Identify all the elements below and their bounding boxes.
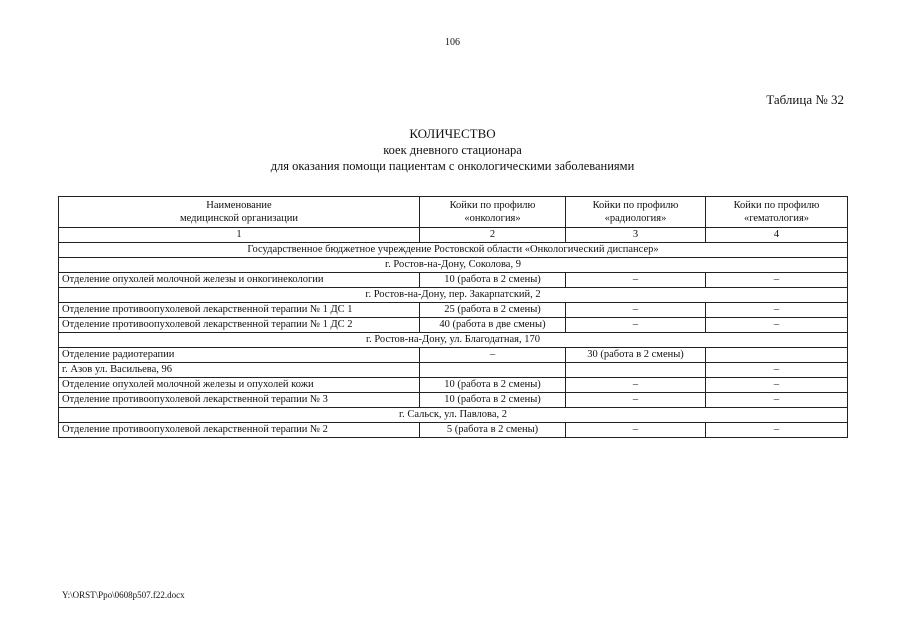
department-name: Отделение опухолей молочной железы и онкогинекологии (59, 273, 420, 288)
hematology-beds: – (706, 393, 848, 408)
radiology-beds: – (566, 378, 706, 393)
table-row (59, 318, 848, 333)
header-organization (59, 197, 420, 228)
address-text: г. Ростов-на-Дону, ул. Благодатная, 170 (59, 333, 848, 348)
radiology-beds: – (566, 303, 706, 318)
table-header-row (59, 197, 848, 228)
oncology-beds: 10 (работа в 2 смены) (420, 393, 566, 408)
column-number-row (59, 228, 848, 243)
document-subtitle-1: коек дневного стационара (383, 143, 522, 157)
address-row (59, 333, 848, 348)
radiology-beds: 30 (работа в 2 смены) (566, 348, 706, 363)
table-row (59, 393, 848, 408)
oncology-beds: 10 (работа в 2 смены) (420, 378, 566, 393)
hematology-beds: – (706, 378, 848, 393)
header-radiology-line2: «радиология» (604, 213, 667, 224)
department-name: Отделение противоопухолевой лекарственной терапии № 1 ДС 1 (59, 303, 420, 318)
document-title: КОЛИЧЕСТВО (409, 126, 496, 141)
table-row (59, 363, 848, 378)
header-organization-line1: Наименование (206, 200, 272, 211)
address-row (59, 408, 848, 423)
header-radiology-line1: Койки по профилю (592, 200, 679, 211)
department-name: Отделение опухолей молочной железы и опухолей кожи (59, 378, 420, 393)
department-name: г. Азов ул. Васильева, 96 (59, 363, 420, 378)
oncology-beds: 40 (работа в две смены) (420, 318, 566, 333)
table-row (59, 303, 848, 318)
header-hematology (706, 197, 848, 228)
table-label: Таблица № 32 (766, 92, 844, 107)
institution-name: Государственное бюджетное учреждение Ростовской области «Онкологический диспансер» (59, 243, 848, 258)
department-name: Отделение противоопухолевой лекарственной терапии № 3 (59, 393, 420, 408)
radiology-beds: – (566, 273, 706, 288)
header-hematology-line2: «гематология» (743, 213, 810, 224)
hematology-beds: – (706, 423, 848, 438)
address-row (59, 258, 848, 273)
hematology-beds: – (706, 318, 848, 333)
institution-row (59, 243, 848, 258)
header-organization-line2: медицинской организации (179, 213, 299, 224)
table-row (59, 348, 848, 363)
header-oncology (420, 197, 566, 228)
header-hematology-line1: Койки по профилю (733, 200, 820, 211)
oncology-beds: 5 (работа в 2 смены) (420, 423, 566, 438)
header-radiology (566, 197, 706, 228)
hematology-beds: – (706, 303, 848, 318)
department-name: Отделение радиотерапии (59, 348, 420, 363)
hematology-beds (706, 348, 848, 363)
column-number: 2 (420, 228, 566, 243)
radiology-beds (566, 363, 706, 378)
department-name: Отделение противоопухолевой лекарственной терапии № 2 (59, 423, 420, 438)
document-subtitle-2: для оказания помощи пациентам с онкологическими заболеваниями (270, 159, 635, 173)
department-name: Отделение противоопухолевой лекарственной терапии № 1 ДС 2 (59, 318, 420, 333)
radiology-beds: – (566, 318, 706, 333)
address-text: г. Сальск, ул. Павлова, 2 (59, 408, 848, 423)
hematology-beds: – (706, 363, 848, 378)
column-number: 4 (706, 228, 848, 243)
column-number: 1 (59, 228, 420, 243)
address-text: г. Ростов-на-Дону, пер. Закарпатский, 2 (59, 288, 848, 303)
hematology-beds: – (706, 273, 848, 288)
radiology-beds: – (566, 423, 706, 438)
address-text: г. Ростов-на-Дону, Соколова, 9 (59, 258, 848, 273)
oncology-beds (420, 363, 566, 378)
beds-table (58, 196, 848, 438)
footer-file-path: Y:\ORST\Ppo\0608p507.f22.docx (62, 590, 185, 600)
document-heading (0, 126, 905, 174)
address-row (59, 288, 848, 303)
table-row (59, 378, 848, 393)
table-row (59, 273, 848, 288)
radiology-beds: – (566, 393, 706, 408)
page-number: 106 (445, 37, 460, 48)
header-oncology-line1: Койки по профилю (449, 200, 536, 211)
oncology-beds: – (420, 348, 566, 363)
oncology-beds: 10 (работа в 2 смены) (420, 273, 566, 288)
table-row (59, 423, 848, 438)
oncology-beds: 25 (работа в 2 смены) (420, 303, 566, 318)
column-number: 3 (566, 228, 706, 243)
header-oncology-line2: «онкология» (464, 213, 521, 224)
